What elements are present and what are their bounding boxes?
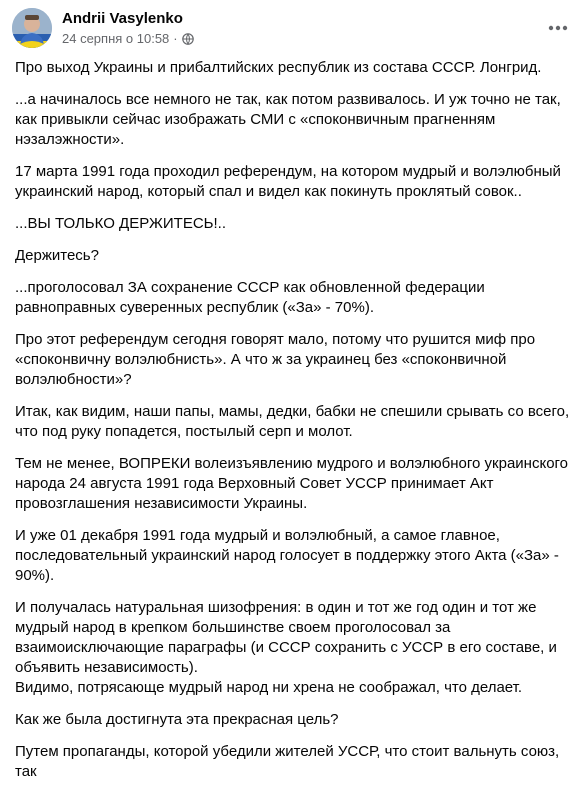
post-meta — [62, 31, 194, 46]
post-paragraph: И получалась натуральная шизофрения: в один и тот же год один и тот же мудрый народ в крепком большинстве своем проголосовал за взаимоисключающие параграфы (и СССР сохранить с УССР в его составе, и объявить независимость). — [15, 599, 557, 676]
meta-separator: · — [173, 31, 178, 46]
post-paragraph: Путем пропаганды, которой убедили жителей УССР, что стоит вальнуть союз, так — [15, 743, 560, 780]
post-paragraph: ...а начиналось все немного не так, как потом развивалось. И уж точно не так, как привыкли сейчас изображать СМИ с «споконвичным прагненням нэзалэжности». — [15, 91, 561, 148]
author-name[interactable]: Andrii Vasylenko — [62, 10, 183, 27]
post-header — [12, 8, 576, 48]
globe-icon[interactable] — [182, 33, 194, 45]
post-paragraph: ...проголосовал ЗА сохранение СССР как обновленной федерации равноправных суверенных республик («За» - 70%). — [15, 279, 485, 316]
post-text — [15, 58, 575, 794]
post-paragraph: ...ВЫ ТОЛЬКО ДЕРЖИТЕСЬ!.. — [15, 215, 227, 232]
post-paragraph: Тем не менее, ВОПРЕКИ волеизъявлению мудрого и волэлюбного украинского народа 24 августа 1991 года Верховный Совет УССР принимает Акт провозглашения независимости Украины. — [15, 455, 569, 512]
post-paragraph: 17 марта 1991 года проходил референдум, на котором мудрый и волэлюбный украинский народ, который спал и видел как покинуть проклятый совок.. — [15, 163, 561, 200]
post-paragraph: И уже 01 декабря 1991 года мудрый и волэлюбный, а самое главное, последовательный украинский народ голосует в поддержку этого Акта («За» - 90%). — [15, 527, 559, 584]
post-paragraph: Как же была достигнута эта прекрасная цель? — [15, 711, 339, 728]
post-paragraph: Про этот референдум сегодня говорят мало, потому что рушится миф про «споконвичну волэлюбнисть». А что ж за украинец без «споконвичной волэлюбности»? — [15, 331, 536, 388]
post-paragraph: Итак, как видим, наши папы, мамы, дедки, бабки не спешили срывать со всего, что под руку попадется, постылый серп и молот. — [15, 403, 570, 440]
post-paragraph: Видимо, потрясающе мудрый народ ни хрена не соображал, что делает. — [15, 679, 523, 696]
more-options-icon[interactable] — [540, 10, 576, 46]
author-avatar[interactable] — [12, 8, 52, 48]
post-date[interactable]: 24 серпня о 10:58 — [62, 31, 170, 46]
post-paragraph: Держитесь? — [15, 247, 99, 264]
post-paragraph: Про выход Украины и прибалтийских республик из состава СССР. Лонгрид. — [15, 59, 542, 76]
